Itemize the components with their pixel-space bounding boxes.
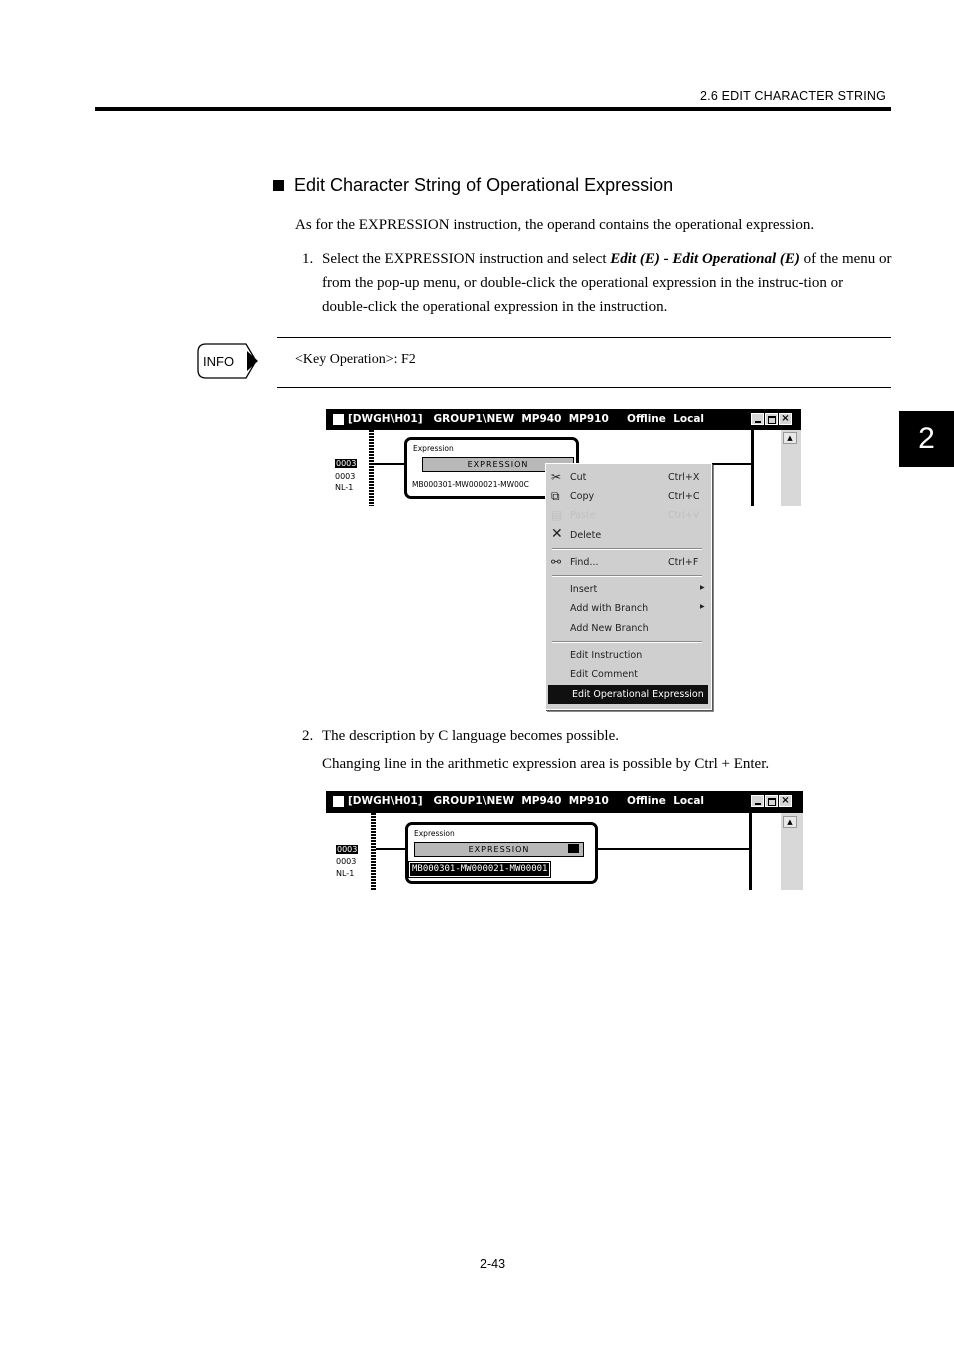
- window-menu-icon[interactable]: [333, 796, 344, 807]
- section-heading: [273, 175, 673, 196]
- step1-menu-path: Edit (E) - Edit Operational (E): [610, 251, 800, 267]
- window-title: [DWGH\H01] GROUP1\NEW MP940 MP910 Offline Local: [348, 413, 705, 425]
- intro-paragraph: As for the EXPRESSION instruction, the operand contains the operational expression.: [295, 217, 815, 233]
- info-icon: [197, 342, 261, 385]
- menu-separator: [552, 641, 702, 643]
- ladder-left-rail: [371, 813, 376, 890]
- scroll-up-arrow-icon[interactable]: ▲: [783, 432, 797, 444]
- step1-text-after: of the menu or from the pop-up menu, or double-click the operational expression in the instruc-tion or double-click the operational expression in the instruction.: [322, 251, 892, 315]
- window-menu-icon[interactable]: [333, 414, 344, 425]
- chapter-tab: 2: [899, 411, 954, 467]
- step2-subtext: Changing line in the arithmetic expression area is possible by Ctrl + Enter.: [322, 756, 770, 772]
- scissors-icon: ✂: [551, 470, 562, 484]
- expression-edit-field[interactable]: MB000301-MW000021-MW00001: [412, 864, 548, 874]
- x-icon: ✕: [551, 526, 563, 542]
- screenshot-edit-expression: [326, 791, 803, 890]
- square-bullet-icon: [273, 180, 284, 191]
- expression-caption: Expression: [414, 829, 455, 838]
- binoculars-icon: ⚯: [551, 555, 562, 569]
- menu-separator: [552, 548, 702, 550]
- header-rule: [95, 107, 891, 111]
- menu-item-edit-instruction[interactable]: Edit Instruction: [570, 650, 643, 661]
- step1-text-before: Select the EXPRESSION instruction and select: [322, 251, 611, 267]
- close-button[interactable]: ×: [779, 795, 792, 807]
- minimize-button[interactable]: [751, 795, 764, 807]
- ladder-left-rail: [369, 430, 374, 506]
- info-bottom-rule: [277, 387, 891, 388]
- menu-item-edit-operational-expression[interactable]: Edit Operational Expression: [548, 685, 708, 704]
- expression-instruction-field[interactable]: EXPRESSION: [422, 457, 574, 472]
- ladder-right-rail: [749, 813, 752, 890]
- menu-item-add-with-branch[interactable]: Add with Branch ▶: [570, 603, 705, 614]
- row-label-selected[interactable]: 0003: [337, 845, 358, 854]
- maximize-button[interactable]: [765, 413, 778, 425]
- info-top-rule: [277, 337, 891, 338]
- menu-item-find[interactable]: ⚯ Find... Ctrl+F: [551, 555, 699, 569]
- section-heading-text: Edit Character String of Operational Expression: [294, 175, 674, 195]
- page-number: 2-43: [480, 1257, 506, 1271]
- info-icon-label: INFO: [203, 354, 235, 369]
- row-label: NL-1: [336, 869, 355, 878]
- row-label: 0003: [335, 472, 356, 481]
- row-label-selected[interactable]: 0003: [336, 459, 357, 468]
- dropdown-icon[interactable]: [568, 844, 579, 853]
- menu-item-edit-comment[interactable]: Edit Comment: [570, 669, 638, 680]
- menu-separator: [552, 575, 702, 577]
- row-label: 0003: [336, 857, 357, 866]
- row-label: NL-1: [335, 483, 354, 492]
- minimize-button[interactable]: [751, 413, 764, 425]
- menu-item-cut[interactable]: ✂ Cut Ctrl+X: [551, 470, 700, 484]
- context-menu: [545, 463, 712, 710]
- step1-text: [322, 247, 892, 319]
- paste-icon: ▤: [551, 508, 563, 522]
- menu-item-paste[interactable]: ▤ Paste Ctrl+V: [551, 508, 700, 522]
- expression-caption: Expression: [413, 444, 454, 453]
- step2-text: The description by C language becomes possible.: [322, 728, 620, 744]
- expression-operand[interactable]: MB000301-MW000021-MW00C: [412, 480, 529, 489]
- running-head: 2.6 EDIT CHARACTER STRING: [700, 89, 887, 103]
- info-text: <Key Operation>: F2: [295, 352, 416, 367]
- submenu-arrow-icon: ▶: [700, 584, 705, 591]
- step2-number: 2.: [302, 728, 314, 744]
- menu-item-delete[interactable]: ✕ Delete: [551, 526, 602, 542]
- step1-number: 1.: [302, 251, 314, 267]
- submenu-arrow-icon: ▶: [700, 603, 705, 610]
- expression-instruction-field[interactable]: EXPRESSION: [414, 842, 584, 857]
- maximize-button[interactable]: [765, 795, 778, 807]
- menu-item-insert[interactable]: Insert ▶: [570, 584, 705, 595]
- menu-item-add-new-branch[interactable]: Add New Branch: [570, 623, 649, 634]
- menu-item-copy[interactable]: ⧉ Copy Ctrl+C: [551, 489, 700, 503]
- close-button[interactable]: ×: [779, 413, 792, 425]
- screenshot-context-menu: [326, 409, 802, 709]
- scroll-up-arrow-icon[interactable]: ▲: [783, 816, 797, 828]
- window-title: [DWGH\H01] GROUP1\NEW MP940 MP910 Offline Local: [348, 795, 705, 807]
- ladder-right-rail: [751, 430, 754, 506]
- copy-icon: ⧉: [551, 489, 560, 503]
